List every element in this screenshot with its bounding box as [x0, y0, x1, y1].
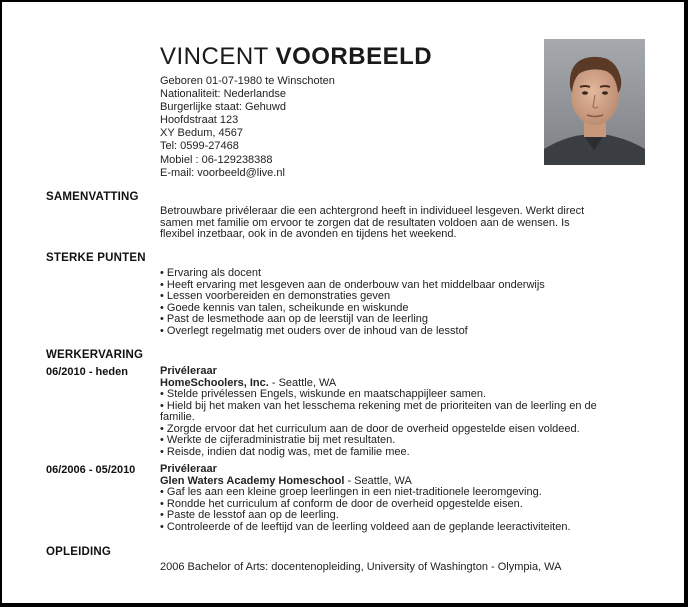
last-name: VOORBEELD	[275, 43, 433, 70]
company-location: - Seattle, WA	[268, 376, 337, 389]
list-item: • Stelde privélessen Engels, wiskunde en maatschappijleer samen.	[160, 388, 487, 400]
list-item: • Gaf les aan een kleine groep leerlingen in een niet-traditionele leeromgeving.	[160, 486, 542, 498]
portrait-image	[544, 39, 645, 165]
job-entry	[160, 464, 650, 533]
phone: Tel: 0599-27468	[160, 140, 239, 153]
list-item: • Controleerde of de leeftijd van de leerling voldeed aan de geplande leeractiviteiten.	[160, 520, 571, 533]
job-date: 06/2006 - 05/2010	[46, 464, 136, 476]
list-item: • Past de lesmethode aan op de leerstijl van de leerling	[160, 313, 429, 325]
job-date: 06/2010 - heden	[46, 366, 128, 378]
list-item: familie.	[160, 411, 195, 423]
header	[160, 42, 530, 180]
education-line: 2006 Bachelor of Arts: docentenopleiding, University of Washington - Olympia, WA	[160, 561, 562, 573]
list-item: • Zorgde ervoor dat het curriculum aan de door de overheid opgestelde eisen voldeed.	[160, 422, 580, 435]
summary-line: samen met familie om ervoor te zorgen dat de resultaten voldoen aan de wensen. Is	[160, 216, 570, 229]
summary-line: flexibel inzetbaar, ook in de avonden en tijdens het weekend.	[160, 228, 457, 240]
company-name: Glen Waters Academy Homeschool	[160, 474, 345, 487]
contact-details	[160, 75, 530, 180]
education-text	[160, 562, 650, 574]
list-item: • Reisde, indien dat nodig was, met de familie mee.	[160, 445, 410, 458]
company-name: HomeSchoolers, Inc.	[160, 376, 269, 389]
profile-photo	[544, 39, 645, 165]
postal-city: XY Bedum, 4567	[160, 127, 243, 140]
mobile: Mobiel : 06-129238388	[160, 153, 273, 166]
list-item: • Hield bij het maken van het lesschema rekening met de prioriteiten van de leerling en de	[160, 399, 597, 412]
job-title: Privéleraar	[160, 365, 217, 377]
summary-text	[160, 206, 650, 241]
list-item: • Heeft ervaring met lesgeven aan de onderbouw van het middelbaar onderwijs	[160, 278, 545, 291]
list-item: • Lessen voorbereiden en demonstraties geven	[160, 290, 391, 302]
list-item: • Paste de lesstof aan op de leerling.	[160, 509, 339, 521]
marital-status: Burgerlijke staat: Gehuwd	[160, 101, 286, 114]
summary-line: Betrouwbare privéleraar die een achtergrond heeft in individueel lesgeven. Werkt direct	[160, 205, 585, 217]
email: E-mail: voorbeeld@live.nl	[160, 166, 285, 179]
birth-info: Geboren 01-07-1980 te Winschoten	[160, 75, 335, 87]
strengths-heading: STERKE PUNTEN	[46, 252, 146, 264]
list-item: • Overlegt regelmatig met ouders over de inhoud van de lesstof	[160, 324, 468, 337]
job-entry	[160, 366, 650, 458]
job-title: Privéleraar	[160, 463, 217, 475]
list-item: • Rondde het curriculum af conform de door de overheid opgestelde eisen.	[160, 497, 523, 510]
street-address: Hoofdstraat 123	[160, 114, 239, 127]
strengths-list	[160, 268, 650, 337]
summary-heading: SAMENVATTING	[46, 191, 139, 203]
full-name	[160, 42, 530, 72]
education-heading: OPLEIDING	[46, 546, 112, 558]
experience-heading: WERKERVARING	[46, 349, 144, 361]
list-item: • Werkte de cijferadministratie bij met resultaten.	[160, 434, 396, 446]
first-name: VINCENT	[160, 43, 269, 70]
list-item: • Ervaring als docent	[160, 267, 262, 279]
list-item: • Goede kennis van talen, scheikunde en wiskunde	[160, 301, 409, 314]
company-location: - Seattle, WA	[344, 474, 412, 487]
nationality: Nationaliteit: Nederlandse	[160, 88, 286, 101]
